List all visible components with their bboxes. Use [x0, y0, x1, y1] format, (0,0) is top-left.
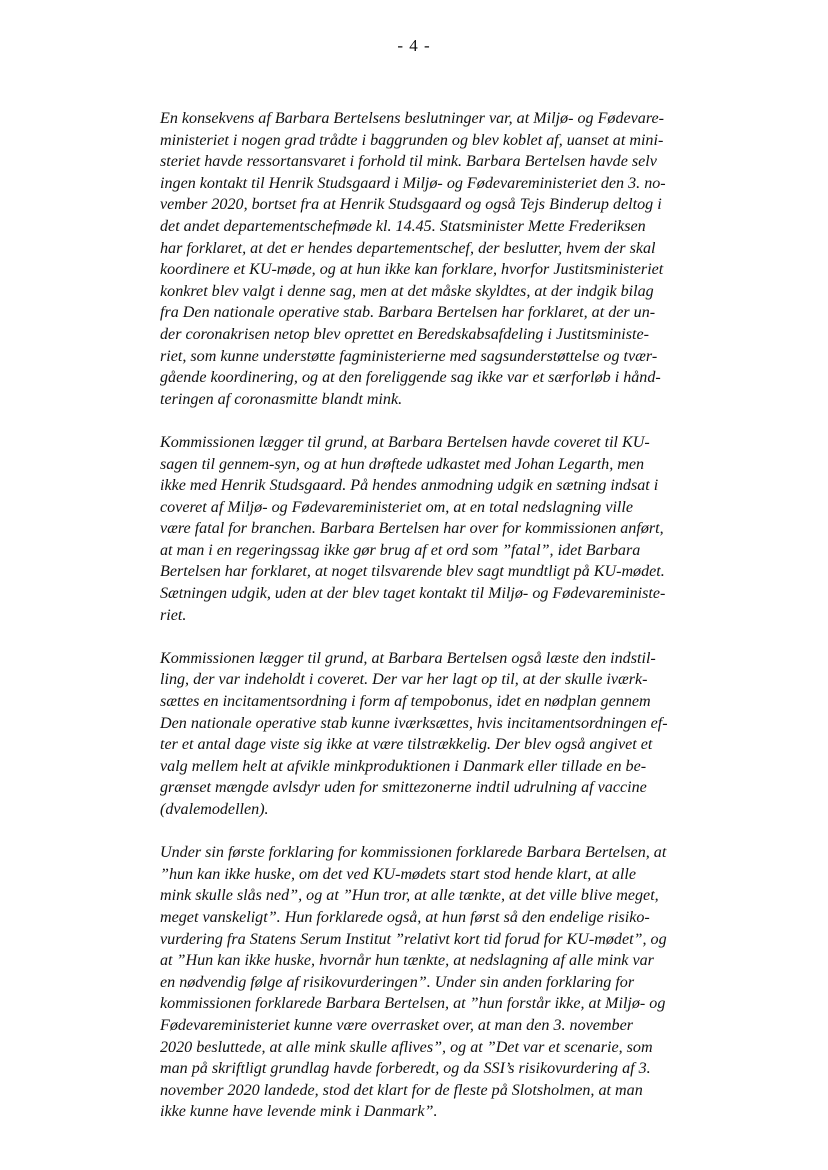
text-line: at ”Hun kan ikke huske, hvornår hun tænkte, at nedslagning af alle mink var	[160, 952, 654, 970]
text-line: meget vanskeligt”. Hun forklarede også, at hun først så den endelige risiko-	[160, 908, 650, 926]
text-line: at man i en regeringssag ikke gør brug af et ord som ”fatal”, idet Barbara	[160, 541, 641, 559]
text-line: Bertelsen har forklaret, at noget tilsvarende blev sagt mundtligt på KU-mødet.	[160, 563, 665, 581]
text-line: riet.	[160, 606, 187, 624]
text-line: det andet departementschefmøde kl. 14.45. Statsminister Mette Frederiksen	[160, 217, 646, 235]
text-line: gående koordinering, og at den foreliggende sag ikke var et særforløb i hånd-	[160, 369, 661, 387]
paragraph-3	[160, 648, 708, 821]
text-line: ter et antal dage viste sig ikke at være tilstrækkelig. Der blev også angivet et	[160, 736, 653, 754]
text-line: konkret blev valgt i denne sag, men at det måske skyldtes, at der indgik bilag	[160, 282, 654, 300]
text-line: coveret af Miljø- og Fødevareministeriet om, at en total nedslagning ville	[160, 498, 634, 516]
text-line: sættes en incitamentsordning i form af tempobonus, idet en nødplan gennem	[160, 693, 651, 711]
text-line: november 2020 landede, stod det klart for de fleste på Slotsholmen, at man	[160, 1081, 643, 1099]
text-line: vurdering fra Statens Serum Institut ”relativt kort tid forud for KU-mødet”, og	[160, 930, 667, 948]
text-line: være fatal for branchen. Barbara Bertelsen har over for kommissionen anført,	[160, 520, 664, 538]
text-line: Kommissionen lægger til grund, at Barbara Bertelsen havde coveret til KU-	[160, 433, 650, 451]
paragraph-2	[160, 432, 708, 626]
text-line: ikke med Henrik Studsgaard. På hendes anmodning udgik en sætning indsat i	[160, 477, 659, 495]
text-line: valg mellem helt at afvikle minkproduktionen i Danmark eller tillade en be-	[160, 757, 647, 775]
paragraph-4	[160, 842, 708, 1123]
text-line: ikke kunne have levende mink i Danmark”.	[160, 1103, 438, 1121]
document-body	[160, 108, 708, 1145]
paragraph-1	[160, 108, 708, 410]
text-line: teringen af coronasmitte blandt mink.	[160, 390, 403, 408]
text-line: ingen kontakt til Henrik Studsgaard i Miljø- og Fødevareministeriet den 3. no-	[160, 174, 666, 192]
text-line: en nødvendig følge af risikovurderingen”. Under sin anden forklaring for	[160, 973, 635, 991]
text-line: (dvalemodellen).	[160, 801, 269, 818]
text-line: 2020 besluttede, at alle mink skulle aflives”, og at ”Det var et scenarie, som	[160, 1038, 653, 1056]
text-line: man på skriftligt grundlag havde forberedt, og da SSI’s risikovurdering af 3.	[160, 1060, 651, 1078]
text-line: steriet havde ressortansvaret i forhold til mink. Barbara Bertelsen havde selv	[160, 153, 657, 171]
text-line: Under sin første forklaring for kommissionen forklarede Barbara Bertelsen, at	[160, 844, 667, 862]
text-line: sagen til gennem-syn, og at hun drøftede udkastet med Johan Legarth, men	[160, 455, 645, 473]
text-line: Fødevareministeriet kunne være overrasket over, at man den 3. november	[160, 1016, 633, 1034]
text-line: vember 2020, bortset fra at Henrik Studsgaard og også Tejs Binderup deltog i	[160, 196, 662, 214]
text-line: mink skulle slås ned”, og at ”Hun tror, at alle tænkte, at det ville blive meget,	[160, 887, 659, 905]
text-line: En konsekvens af Barbara Bertelsens beslutninger var, at Miljø- og Fødevare-	[160, 110, 665, 127]
text-line: Sætningen udgik, uden at der blev taget kontakt til Miljø- og Fødevareministe-	[160, 585, 666, 603]
text-line: grænset mængde avlsdyr uden for smittezonerne indtil udrulning af vaccine	[160, 779, 647, 797]
text-line: ”hun kan ikke huske, om det ved KU-mødets start stod hende klart, at alle	[160, 865, 637, 883]
text-line: fra Den nationale operative stab. Barbara Bertelsen har forklaret, at der un-	[160, 304, 656, 322]
page-number: - 4 -	[397, 36, 431, 55]
text-line: kommissionen forklarede Barbara Bertelsen, at ”hun forstår ikke, at Miljø- og	[160, 995, 666, 1013]
text-line: Kommissionen lægger til grund, at Barbara Bertelsen også læste den indstil-	[160, 649, 656, 667]
text-line: har forklaret, at det er hendes departementschef, der beslutter, hvem der skal	[160, 239, 656, 257]
text-line: koordinere et KU-møde, og at hun ikke kan forklare, hvorfor Justitsministeriet	[160, 261, 664, 279]
text-line: ministeriet i nogen grad trådte i baggrunden og blev koblet af, uanset at mini-	[160, 131, 664, 149]
text-line: ling, der var indeholdt i coveret. Der var her lagt op til, at der skulle iværk-	[160, 671, 648, 689]
text-line: riet, som kunne understøtte fagministerierne med sagsunderstøttelse og tvær-	[160, 347, 658, 365]
text-line: Den nationale operative stab kunne iværksættes, hvis incitamentsordningen ef-	[160, 714, 668, 732]
text-line: der coronakrisen netop blev oprettet en Beredskabsafdeling i Justitsministe-	[160, 325, 649, 343]
